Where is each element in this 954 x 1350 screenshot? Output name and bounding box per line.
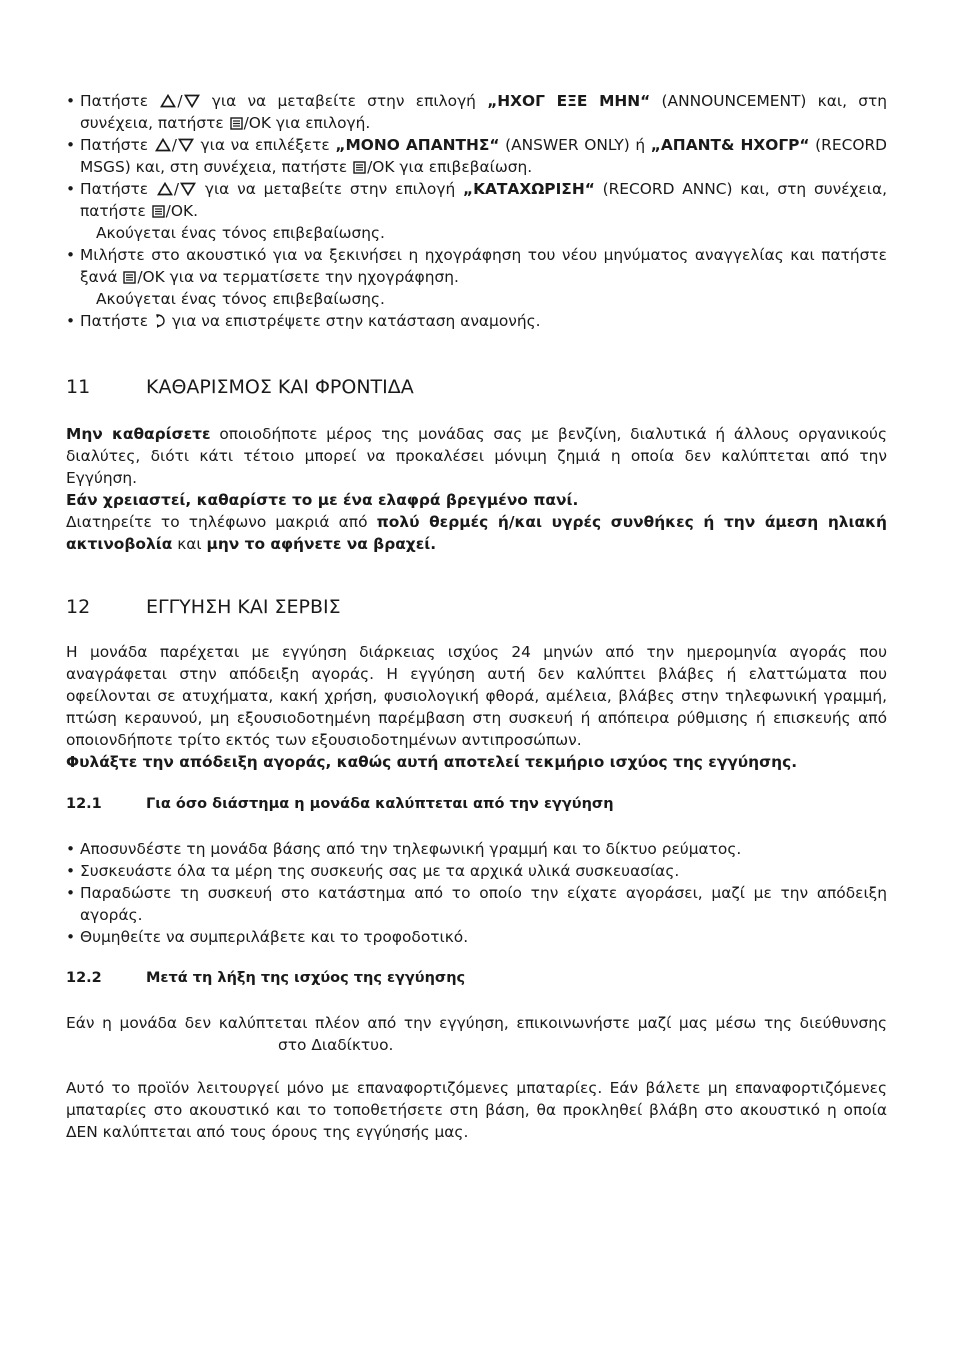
menu-icon — [152, 205, 165, 218]
section-12-1-heading — [66, 794, 614, 814]
paragraph: Αυτό το προϊόν λειτουργεί μόνο με επαναφορτιζόμενες μπαταρίες. Εάν βάλετε μη επαναφορτιζόμενες μπαταρίες στο ακουστικό και το τοποθετήσετε στη βάση, θα προκληθεί βλάβη στο ακουστικό η οποία ΔΕΝ καλύπτεται από τους όρους της εγγύησής μας. — [66, 1079, 887, 1141]
menu-icon — [353, 161, 366, 174]
section-number: 11 — [66, 376, 91, 398]
list-item: • Αποσυνδέστε τη μονάδα βάσης από την τηλεφωνική γραμμή και το δίκτυο ρεύματος. — [66, 838, 887, 860]
section-12-2-heading — [66, 968, 465, 988]
cleaning-care-text — [66, 423, 887, 555]
post-warranty-text — [66, 1012, 887, 1056]
warranty-text — [66, 641, 887, 773]
end-call-icon — [154, 313, 166, 328]
section-11-heading — [66, 374, 414, 400]
section-title: Για όσο διάστημα η μονάδα καλύπτεται από την εγγύηση — [146, 796, 614, 812]
triangle-down-icon — [184, 94, 200, 108]
paragraph: Μην καθαρίσετε οποιοδήποτε μέρος της μονάδας σας με βενζίνη, διαλυτικά ή άλλους οργανικούς διαλύτες, διότι κάτι τέτοιο μπορεί να προκαλέσει μόνιμη ζημιά η οποία δεν καλύπτεται από την Εγγύηση. — [66, 425, 887, 487]
paragraph: Διατηρείτε το τηλέφωνο μακριά από πολύ θερμές ή/και υγρές συνθήκες ή την άμεση ηλιακή ακτινοβολία και μην το αφήνετε να βραχεί. — [66, 513, 887, 553]
triangle-up-icon — [157, 182, 173, 196]
section-title: Μετά τη λήξη της ισχύος της εγγύησης — [146, 970, 466, 986]
paragraph: Εάν η μονάδα δεν καλύπτεται πλέον από την εγγύηση, επικοινωνήστε μαζί μας μέσω της διεύθυνσης στο Διαδίκτυο. — [66, 1014, 887, 1054]
list-item: • Πατήστε / για να μεταβείτε στην επιλογή „ΗΧΟΓ ΕΞΕ ΜΗΝ“ (ANNOUNCEMENT) και, στη συνέχεια, πατήστε /OK για επιλογή. — [66, 90, 887, 134]
list-item: • Μιλήστε στο ακουστικό για να ξεκινήσει η ηχογράφηση του νέου μηνύματος αναγγελίας και πατήστε ξανά /OK για να τερματίσετε την ηχογράφηση. — [66, 244, 887, 288]
section-12-heading — [66, 594, 341, 620]
paragraph: Η μονάδα παρέχεται με εγγύηση διάρκειας ισχύος 24 μηνών από την ημερομηνία αγοράς που αναγράφεται στην απόδειξη αγοράς. Η εγγύηση αυτή δεν καλύπτει βλάβες ή ελαττώματα που οφείλονται σε ατυχήματα, κακή χρήση, φυσιολογική φθορά, αμέλεια, βλάβες στην τηλεφωνική γραμμή, πτώση κεραυνού, μη εξουσιοδοτημένη παρέμβαση στη συσκευή ή απόπειρα ρύθμισης ή επισκευής από οποιονδήποτε τρίτο εκτός των εξουσιοδοτημένων αντιπροσώπων. — [66, 643, 887, 749]
section-number: 12.2 — [66, 970, 102, 986]
list-item: • Πατήστε / για να μεταβείτε στην επιλογή „ΚΑΤΑΧΩΡΙΣΗ“ (RECORD ANNC) και, στη συνέχεια, πατήστε /OK. — [66, 178, 887, 222]
announcement-instructions — [66, 90, 887, 332]
list-item: • Πατήστε / για να επιλέξετε „ΜΟΝΟ ΑΠΑΝΤΗΣ“ (ANSWER ONLY) ή „ΑΠΑΝΤ& ΗΧΟΓΡ“ (RECORD MSGS) και, στη συνέχεια, πατήστε /OK για επιβεβαίωση. — [66, 134, 887, 178]
triangle-down-icon — [178, 138, 194, 152]
triangle-up-icon — [160, 94, 176, 108]
confirmation-tone-note: Ακούγεται ένας τόνος επιβεβαίωσης. — [96, 290, 385, 308]
warranty-steps-list — [66, 838, 887, 948]
section-number: 12.1 — [66, 796, 102, 812]
section-title: ΕΓΓΥΗΣΗ ΚΑΙ ΣΕΡΒΙΣ — [146, 596, 341, 618]
section-number: 12 — [66, 596, 91, 618]
section-title: ΚΑΘΑΡΙΣΜΟΣ ΚΑΙ ΦΡΟΝΤΙΔΑ — [146, 376, 414, 398]
confirmation-tone-note: Ακούγεται ένας τόνος επιβεβαίωσης. — [96, 224, 385, 242]
triangle-down-icon — [180, 182, 196, 196]
list-item: • Παραδώστε τη συσκευή στο κατάστημα από το οποίο την είχατε αγοράσει, μαζί με την απόδειξη αγοράς. — [66, 882, 887, 926]
triangle-up-icon — [155, 138, 171, 152]
paragraph: Φυλάξτε την απόδειξη αγοράς, καθώς αυτή αποτελεί τεκμήριο ισχύος της εγγύησης. — [66, 753, 798, 771]
list-item: • Συσκευάστε όλα τα μέρη της συσκευής σας με τα αρχικά υλικά συσκευασίας. — [66, 860, 887, 882]
battery-warning-text — [66, 1077, 887, 1143]
list-item: • Θυμηθείτε να συμπεριλάβετε και το τροφοδοτικό. — [66, 926, 887, 948]
list-item: • Πατήστε για να επιστρέψετε στην κατάσταση αναμονής. — [66, 310, 887, 332]
paragraph: Εάν χρειαστεί, καθαρίστε το με ένα ελαφρά βρεγμένο πανί. — [66, 491, 579, 509]
menu-icon — [123, 271, 136, 284]
menu-icon — [230, 117, 243, 130]
